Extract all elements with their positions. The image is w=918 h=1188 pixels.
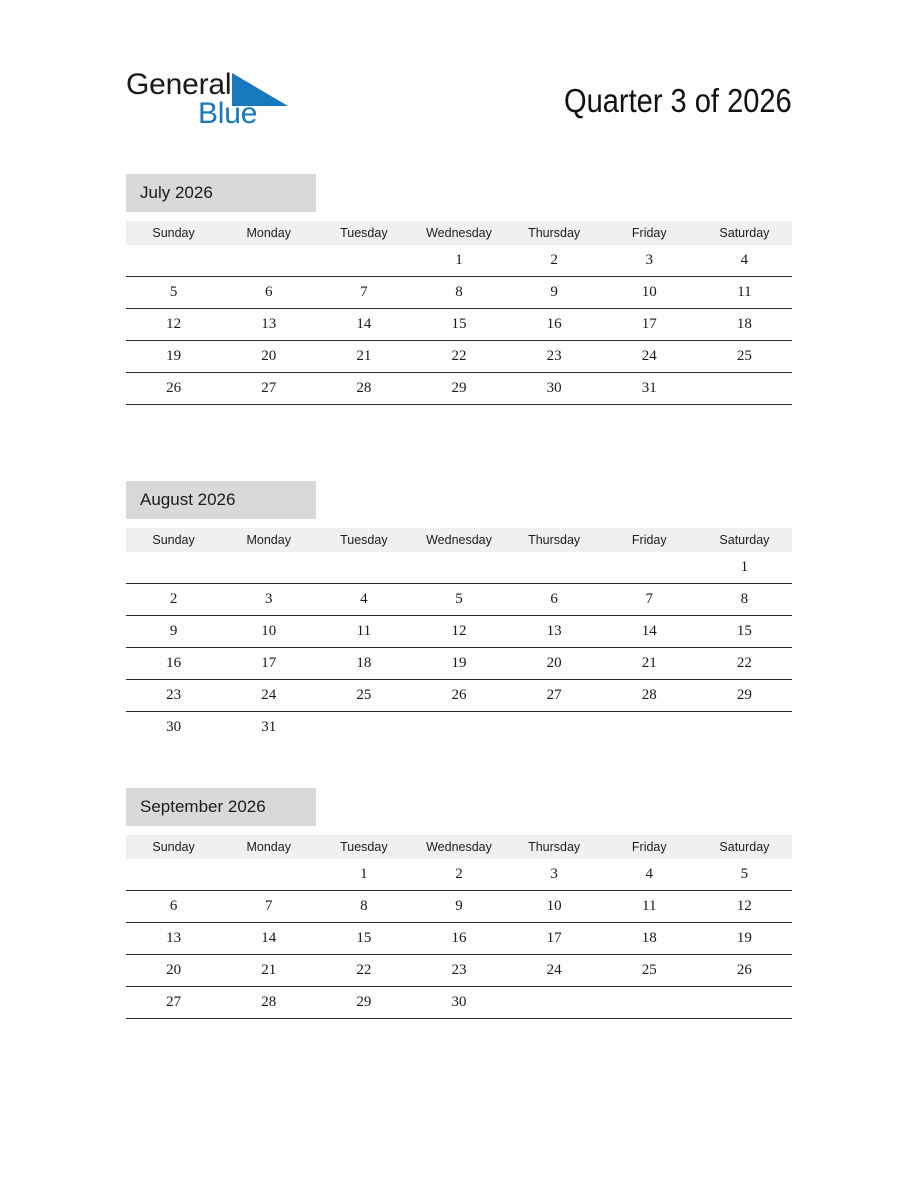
week-row xyxy=(126,373,792,405)
month-title-august: August 2026 xyxy=(126,481,316,519)
week-row xyxy=(126,584,792,616)
day-cell: 23 xyxy=(507,341,602,373)
weekday-header-tuesday: Tuesday xyxy=(316,528,411,552)
day-cell: 13 xyxy=(126,923,221,955)
day-cell-empty xyxy=(602,552,697,584)
day-cell-empty xyxy=(221,859,316,891)
day-cell-empty xyxy=(126,245,221,277)
day-cell: 13 xyxy=(507,616,602,648)
day-cell: 31 xyxy=(221,712,316,744)
day-cell-empty xyxy=(221,552,316,584)
day-cell-empty xyxy=(126,552,221,584)
day-cell: 1 xyxy=(316,859,411,891)
month-block-july xyxy=(126,174,792,405)
day-cell: 11 xyxy=(697,277,792,309)
day-cell: 1 xyxy=(411,245,506,277)
day-cell: 15 xyxy=(697,616,792,648)
day-cell: 8 xyxy=(316,891,411,923)
day-cell-empty xyxy=(316,552,411,584)
day-cell: 30 xyxy=(507,373,602,405)
day-cell: 21 xyxy=(221,955,316,987)
day-cell: 23 xyxy=(126,680,221,712)
weekday-header-wednesday: Wednesday xyxy=(411,528,506,552)
day-cell: 10 xyxy=(221,616,316,648)
day-cell: 28 xyxy=(316,373,411,405)
day-cell: 14 xyxy=(316,309,411,341)
day-cell: 3 xyxy=(221,584,316,616)
week-row xyxy=(126,341,792,373)
day-cell: 27 xyxy=(221,373,316,405)
day-cell: 14 xyxy=(221,923,316,955)
day-cell-empty xyxy=(316,712,411,744)
day-cell: 21 xyxy=(316,341,411,373)
calendar-table-july xyxy=(126,221,792,405)
day-cell: 26 xyxy=(411,680,506,712)
day-cell: 24 xyxy=(221,680,316,712)
day-cell: 14 xyxy=(602,616,697,648)
day-cell-empty xyxy=(602,987,697,1019)
day-cell: 29 xyxy=(411,373,506,405)
week-row xyxy=(126,245,792,277)
day-cell: 22 xyxy=(316,955,411,987)
day-cell: 12 xyxy=(697,891,792,923)
day-cell: 20 xyxy=(221,341,316,373)
weekday-header-thursday: Thursday xyxy=(507,221,602,245)
day-cell-empty xyxy=(697,373,792,405)
day-cell: 4 xyxy=(316,584,411,616)
day-cell-empty xyxy=(126,859,221,891)
weekday-header-friday: Friday xyxy=(602,835,697,859)
week-row xyxy=(126,712,792,744)
general-blue-logo xyxy=(126,68,406,140)
day-cell: 17 xyxy=(602,309,697,341)
day-cell: 3 xyxy=(602,245,697,277)
day-cell: 23 xyxy=(411,955,506,987)
day-cell: 30 xyxy=(126,712,221,744)
day-cell: 16 xyxy=(507,309,602,341)
weekday-header-monday: Monday xyxy=(221,835,316,859)
day-cell: 20 xyxy=(507,648,602,680)
weekday-header-thursday: Thursday xyxy=(507,528,602,552)
day-cell: 12 xyxy=(126,309,221,341)
calendar-body-august xyxy=(126,552,792,743)
day-cell: 8 xyxy=(411,277,506,309)
day-cell: 15 xyxy=(411,309,506,341)
day-cell: 27 xyxy=(126,987,221,1019)
day-cell: 19 xyxy=(697,923,792,955)
week-row xyxy=(126,891,792,923)
day-cell: 25 xyxy=(316,680,411,712)
weekday-header-friday: Friday xyxy=(602,528,697,552)
day-cell-empty xyxy=(507,987,602,1019)
day-cell: 12 xyxy=(411,616,506,648)
weekday-header-saturday: Saturday xyxy=(697,221,792,245)
day-cell: 6 xyxy=(221,277,316,309)
day-cell: 5 xyxy=(126,277,221,309)
day-cell: 18 xyxy=(697,309,792,341)
day-cell: 24 xyxy=(507,955,602,987)
week-row xyxy=(126,987,792,1019)
week-row xyxy=(126,552,792,584)
month-block-september xyxy=(126,788,792,1019)
day-cell-empty xyxy=(697,712,792,744)
day-cell: 9 xyxy=(411,891,506,923)
weekday-header-wednesday: Wednesday xyxy=(411,221,506,245)
day-cell: 5 xyxy=(697,859,792,891)
day-cell: 7 xyxy=(602,584,697,616)
day-cell: 2 xyxy=(411,859,506,891)
day-cell: 29 xyxy=(316,987,411,1019)
day-cell-empty xyxy=(411,552,506,584)
weekday-header-row xyxy=(126,528,792,552)
day-cell: 4 xyxy=(602,859,697,891)
day-cell: 27 xyxy=(507,680,602,712)
day-cell: 8 xyxy=(697,584,792,616)
day-cell-empty xyxy=(507,712,602,744)
day-cell: 2 xyxy=(507,245,602,277)
day-cell: 20 xyxy=(126,955,221,987)
day-cell: 2 xyxy=(126,584,221,616)
weekday-header-friday: Friday xyxy=(602,221,697,245)
day-cell: 9 xyxy=(507,277,602,309)
weekday-header-sunday: Sunday xyxy=(126,528,221,552)
week-row xyxy=(126,859,792,891)
week-row xyxy=(126,923,792,955)
week-row xyxy=(126,648,792,680)
weekday-header-saturday: Saturday xyxy=(697,528,792,552)
day-cell: 16 xyxy=(411,923,506,955)
weekday-header-sunday: Sunday xyxy=(126,835,221,859)
logo-text-general: General xyxy=(126,68,232,101)
month-block-august xyxy=(126,481,792,743)
day-cell: 22 xyxy=(697,648,792,680)
day-cell: 21 xyxy=(602,648,697,680)
day-cell: 6 xyxy=(507,584,602,616)
day-cell: 10 xyxy=(507,891,602,923)
day-cell: 28 xyxy=(602,680,697,712)
day-cell-empty xyxy=(697,987,792,1019)
day-cell: 25 xyxy=(602,955,697,987)
day-cell: 22 xyxy=(411,341,506,373)
day-cell-empty xyxy=(602,712,697,744)
day-cell-empty xyxy=(411,712,506,744)
calendar-table-august xyxy=(126,528,792,743)
weekday-header-row xyxy=(126,221,792,245)
day-cell: 5 xyxy=(411,584,506,616)
weekday-header-tuesday: Tuesday xyxy=(316,221,411,245)
calendar-body-july xyxy=(126,245,792,405)
day-cell: 15 xyxy=(316,923,411,955)
day-cell: 7 xyxy=(316,277,411,309)
day-cell: 19 xyxy=(411,648,506,680)
weekday-header-sunday: Sunday xyxy=(126,221,221,245)
day-cell: 7 xyxy=(221,891,316,923)
weekday-header-row xyxy=(126,835,792,859)
day-cell: 16 xyxy=(126,648,221,680)
day-cell: 4 xyxy=(697,245,792,277)
day-cell: 10 xyxy=(602,277,697,309)
week-row xyxy=(126,955,792,987)
day-cell: 28 xyxy=(221,987,316,1019)
day-cell: 17 xyxy=(221,648,316,680)
month-title-july: July 2026 xyxy=(126,174,316,212)
day-cell: 11 xyxy=(602,891,697,923)
day-cell: 11 xyxy=(316,616,411,648)
day-cell-empty xyxy=(507,552,602,584)
week-row xyxy=(126,277,792,309)
day-cell: 13 xyxy=(221,309,316,341)
day-cell: 3 xyxy=(507,859,602,891)
day-cell: 18 xyxy=(316,648,411,680)
day-cell: 1 xyxy=(697,552,792,584)
week-row xyxy=(126,616,792,648)
day-cell: 6 xyxy=(126,891,221,923)
day-cell-empty xyxy=(316,245,411,277)
day-cell: 18 xyxy=(602,923,697,955)
day-cell: 26 xyxy=(697,955,792,987)
day-cell: 26 xyxy=(126,373,221,405)
weekday-header-thursday: Thursday xyxy=(507,835,602,859)
page-header xyxy=(0,0,918,160)
weekday-header-tuesday: Tuesday xyxy=(316,835,411,859)
logo-text-blue: Blue xyxy=(198,97,258,130)
week-row xyxy=(126,680,792,712)
day-cell: 30 xyxy=(411,987,506,1019)
calendar-body-september xyxy=(126,859,792,1019)
month-title-september: September 2026 xyxy=(126,788,316,826)
page-title: Quarter 3 of 2026 xyxy=(564,82,792,119)
week-row xyxy=(126,309,792,341)
day-cell: 24 xyxy=(602,341,697,373)
day-cell: 31 xyxy=(602,373,697,405)
day-cell: 17 xyxy=(507,923,602,955)
calendar-table-september xyxy=(126,835,792,1019)
weekday-header-monday: Monday xyxy=(221,528,316,552)
weekday-header-monday: Monday xyxy=(221,221,316,245)
day-cell: 19 xyxy=(126,341,221,373)
weekday-header-saturday: Saturday xyxy=(697,835,792,859)
day-cell: 9 xyxy=(126,616,221,648)
day-cell: 29 xyxy=(697,680,792,712)
day-cell-empty xyxy=(221,245,316,277)
weekday-header-wednesday: Wednesday xyxy=(411,835,506,859)
day-cell: 25 xyxy=(697,341,792,373)
